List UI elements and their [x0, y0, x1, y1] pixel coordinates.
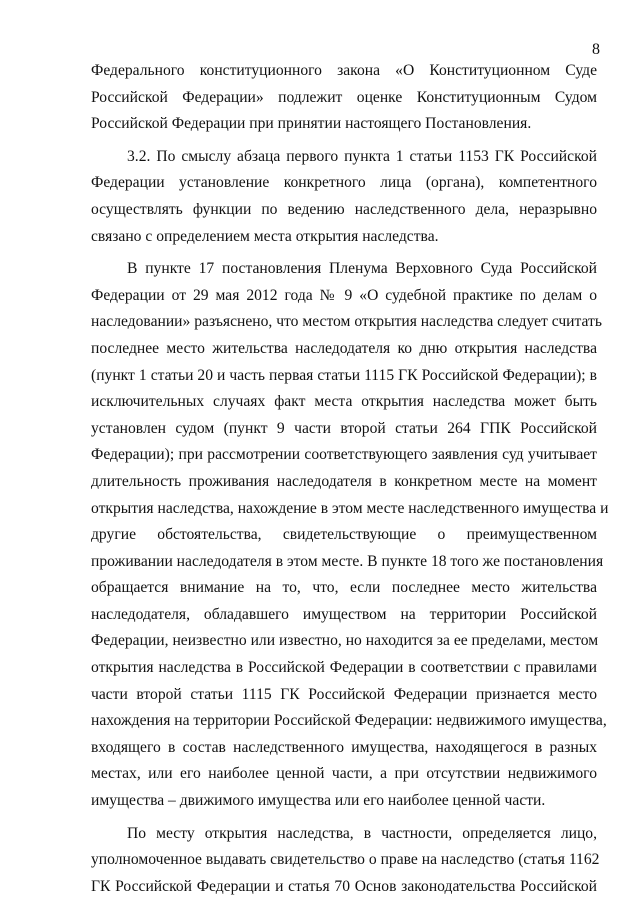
text-line: местах, или его наиболее ценной части, а при отсутствии недвижимого [91, 765, 597, 783]
paragraph-section-3-2 [91, 144, 597, 250]
document-body [91, 58, 609, 900]
text-line: По месту открытия наследства, в частности, определяется лицо, [127, 824, 597, 842]
text-line: открытия наследства в Российской Федерации в соответствии с правилами [91, 659, 597, 677]
paragraph-continuation [91, 58, 597, 138]
text-line: другие обстоятельства, свидетельствующие о преимущественном [91, 526, 597, 544]
text-line: ГК Российской Федерации и статья 70 Основ законодательства Российской [91, 877, 597, 895]
text-line: (пункт 1 статьи 20 и часть первая статьи 1115 ГК Российской Федерации); в [91, 366, 597, 384]
text-line: открытия наследства, нахождение в этом месте наследственного имущества и [91, 499, 609, 517]
text-line: В пункте 17 постановления Пленума Верховного Суда Российской [127, 260, 597, 278]
paragraph-place-of-inheritance [91, 821, 600, 901]
text-line: нахождения на территории Российской Федерации: недвижимого имущества, [91, 712, 607, 730]
text-line: проживании наследодателя в этом месте. В пункте 18 того же постановления [91, 552, 604, 570]
text-line: Российской Федерации» подлежит оценке Конституционным Судом [91, 88, 597, 106]
text-line: Федерации установление конкретного лица (органа), компетентного [91, 174, 597, 192]
text-line: части второй статьи 1115 ГК Российской Федерации признается место [91, 685, 597, 703]
page-number: 8 [592, 41, 600, 58]
text-line: 3.2. По смыслу абзаца первого пункта 1 статьи 1153 ГК Российской [127, 147, 597, 165]
text-line: установлен судом (пункт 9 части второй статьи 264 ГПК Российской [91, 419, 597, 437]
text-line: длительность проживания наследодателя в конкретном месте на момент [91, 472, 597, 490]
text-line: уполномоченное выдавать свидетельство о праве на наследство (статья 1162 [91, 851, 600, 869]
text-line: наследодателя, обладавшего имуществом на территории Российской [91, 605, 597, 623]
text-line: связано с определением места открытия наследства. [91, 227, 439, 245]
text-line: Федерации, неизвестно или известно, но находится за ее пределами, местом [91, 632, 599, 650]
text-line: исключительных случаях факт места открытия наследства может быть [91, 393, 597, 411]
text-line: наследовании» разъяснено, что местом открытия наследства следует считать [91, 313, 602, 331]
text-line: последнее место жительства наследодателя ко дню открытия наследства [91, 339, 597, 357]
text-line: обращается внимание на то, что, если последнее место жительства [91, 579, 597, 597]
text-line: Федерации); при рассмотрении соответствующего заявления суд учитывает [91, 446, 597, 464]
text-line: осуществлять функции по ведению наследственного дела, неразрывно [91, 200, 597, 218]
text-line: Федерального конституционного закона «О Конституционном Суде [91, 62, 597, 79]
text-line: Федерации от 29 мая 2012 года № 9 «О судебной практике по делам о [91, 286, 597, 304]
text-line: входящего в состав наследственного имущества, находящегося в разных [91, 738, 597, 756]
text-line: Российской Федерации при принятии настоящего Постановления. [91, 115, 532, 133]
paragraph-plenum-clarification [91, 256, 609, 814]
text-line: имущества – движимого имущества или его наиболее ценной части. [91, 792, 546, 810]
